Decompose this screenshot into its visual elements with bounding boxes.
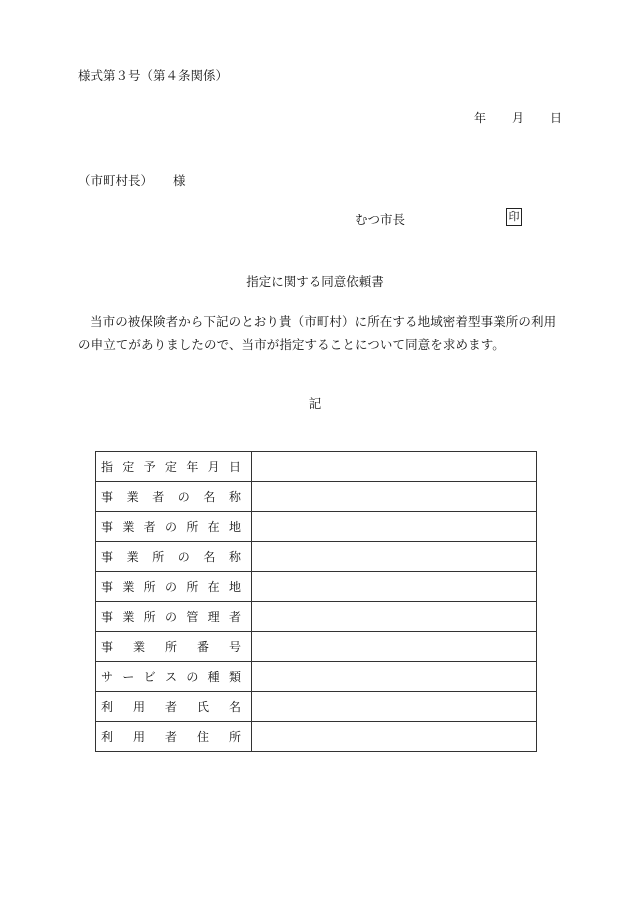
row-value-cell[interactable] [252, 632, 537, 662]
row-value-cell[interactable] [252, 692, 537, 722]
row-label: 事 業 所 の 所 在 地 [101, 580, 241, 594]
row-label: サ ー ビ ス の 種 類 [101, 670, 241, 684]
row-value-cell[interactable] [252, 452, 537, 482]
row-label-cell [96, 692, 252, 722]
sender-name: むつ市長 [355, 212, 406, 227]
row-label: 事 業 者 の 名 称 [101, 490, 241, 504]
recipient [78, 171, 186, 189]
row-value-cell[interactable] [252, 482, 537, 512]
row-label: 利 用 者 氏 名 [101, 700, 241, 714]
recipient-honorific: 様 [173, 173, 186, 188]
table-row [96, 722, 537, 752]
row-label-cell [96, 662, 252, 692]
date-month-label: 月 [512, 111, 525, 125]
row-label: 事 業 所 の 名 称 [101, 550, 241, 564]
row-value-cell[interactable] [252, 662, 537, 692]
table-row [96, 662, 537, 692]
row-label-cell [96, 542, 252, 572]
seal-box: 印 [506, 208, 522, 226]
row-value-cell[interactable] [252, 572, 537, 602]
table-row [96, 482, 537, 512]
table-row [96, 572, 537, 602]
document-title: 指定に関する同意依頼書 [246, 274, 384, 289]
date-line [474, 109, 562, 126]
date-year-label: 年 [474, 111, 487, 125]
ki-heading: 記 [308, 396, 322, 411]
row-value-cell[interactable] [252, 512, 537, 542]
row-label-cell [96, 722, 252, 752]
date-day-label: 日 [550, 111, 563, 125]
row-value-cell[interactable] [252, 722, 537, 752]
row-label: 利 用 者 住 所 [101, 730, 241, 744]
row-label-cell [96, 632, 252, 662]
row-label-cell [96, 602, 252, 632]
row-label: 事 業 所 の 管 理 者 [101, 610, 241, 624]
row-value-cell[interactable] [252, 542, 537, 572]
row-label-cell [96, 572, 252, 602]
row-label: 事 業 所 番 号 [101, 640, 241, 654]
row-label: 指 定 予 定 年 月 日 [101, 460, 241, 474]
details-table [95, 451, 537, 752]
table-row [96, 632, 537, 662]
recipient-name: （市町村長） [78, 173, 154, 188]
row-label: 事 業 者 の 所 在 地 [101, 520, 241, 534]
table-row [96, 542, 537, 572]
row-value-cell[interactable] [252, 602, 537, 632]
row-label-cell [96, 452, 252, 482]
table-row [96, 602, 537, 632]
table-row [96, 452, 537, 482]
form-number: 様式第３号（第４条関係） [78, 68, 229, 83]
row-label-cell [96, 512, 252, 542]
row-label-cell [96, 482, 252, 512]
table-row [96, 512, 537, 542]
body-text: 当市の被保険者から下記のとおり貴（市町村）に所在する地域密着型事業所の利用の申立てがありましたので、当市が指定することについて同意を求めます。 [78, 314, 557, 352]
table-row [96, 692, 537, 722]
